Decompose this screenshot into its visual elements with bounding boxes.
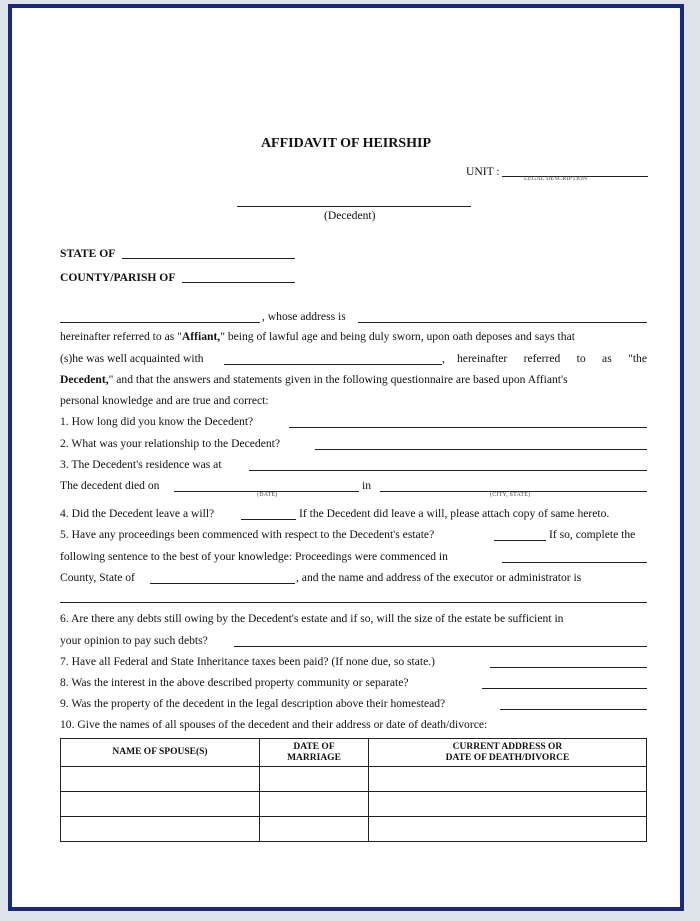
q5-answer-field[interactable] [494, 540, 546, 541]
personal-knowledge-text: personal knowledge and are true and correct: [60, 394, 269, 407]
decedent-sentence: Decedent," and that the answers and statements given in the following questionnaire are based upon Affiant's [60, 373, 568, 386]
hereinafter-text: hereinafter referred to as "the [457, 352, 647, 365]
county-state-text: County, State of [60, 571, 135, 584]
acquainted-field[interactable] [224, 364, 442, 365]
question-5-line-2: following sentence to the best of your knowledge: Proceedings were commenced in [60, 550, 448, 563]
question-1: 1. How long did you know the Decedent? [60, 415, 254, 428]
table-row [61, 817, 647, 842]
q2-answer-field[interactable] [315, 449, 647, 450]
in-text: in [362, 479, 372, 492]
question-4: 4. Did the Decedent leave a will? [60, 507, 215, 520]
unit-label: UNIT : [466, 165, 500, 178]
question-3: 3. The Decedent's residence was at [60, 458, 222, 471]
document-frame [8, 4, 684, 911]
table-row [61, 767, 647, 792]
question-10: 10. Give the names of all spouses of the decedent and their address or date of death/divorce: [60, 718, 488, 731]
county-label: COUNTY/PARISH OF [60, 271, 176, 284]
question-7: 7. Have all Federal and State Inheritance taxes been paid? (If none due, so state.) [60, 655, 436, 668]
header-date-of-marriage: DATE OF MARRIAGE [260, 739, 369, 767]
question-5: 5. Have any proceedings been commenced with respect to the Decedent's estate? [60, 528, 435, 541]
executor-text: , and the name and address of the executor or administrator is [296, 571, 582, 584]
date-caption: (DATE) [257, 492, 278, 498]
question-6-line-2: your opinion to pay such debts? [60, 634, 208, 647]
proceedings-state-field[interactable] [150, 583, 295, 584]
acquainted-text: (s)he was well acquainted with [60, 352, 204, 365]
affidavit-page [12, 8, 680, 907]
table-row [61, 792, 647, 817]
question-4-instructions: If the Decedent did leave a will, please attach copy of same hereto. [299, 507, 610, 520]
q4-answer-field[interactable] [241, 519, 296, 520]
died-on-text: The decedent died on [60, 479, 160, 492]
q8-answer-field[interactable] [482, 688, 647, 689]
marriage-date-cell[interactable] [260, 767, 369, 792]
header-name-of-spouse: NAME OF SPOUSE(S) [61, 739, 260, 767]
q1-answer-field[interactable] [289, 427, 647, 428]
whose-address-text: , whose address is [262, 310, 346, 323]
marriage-date-cell[interactable] [260, 792, 369, 817]
spouse-name-cell[interactable] [61, 767, 260, 792]
q9-answer-field[interactable] [500, 709, 647, 710]
affiant-address-field[interactable] [358, 322, 647, 323]
proceedings-location-field[interactable] [502, 562, 647, 563]
address-cell[interactable] [369, 792, 647, 817]
question-6: 6. Are there any debts still owing by the Decedent's estate and if so, will the size of the estate be sufficient in [60, 612, 564, 625]
question-8: 8. Was the interest in the above described property community or separate? [60, 676, 409, 689]
city-state-caption: (CITY, STATE) [490, 492, 531, 498]
spouse-name-cell[interactable] [61, 817, 260, 842]
question-5-if-so: If so, complete the [549, 528, 636, 541]
county-field[interactable] [182, 282, 295, 283]
document-title: AFFIDAVIT OF HEIRSHIP [260, 136, 432, 151]
marriage-date-cell[interactable] [260, 817, 369, 842]
spouse-table-header [61, 739, 647, 767]
decedent-caption: (Decedent) [324, 209, 376, 222]
state-label: STATE OF [60, 247, 116, 260]
header-current-address: CURRENT ADDRESS OR DATE OF DEATH/DIVORCE [369, 739, 647, 767]
executor-address-field[interactable] [60, 602, 647, 603]
legal-description-caption: LEGAL DESCRIPTION [524, 176, 588, 182]
q6-answer-field[interactable] [234, 646, 647, 647]
question-9: 9. Was the property of the decedent in the legal description above their homestead? [60, 697, 446, 710]
spouse-name-cell[interactable] [61, 792, 260, 817]
affiant-sentence: hereinafter referred to as "Affiant," being of lawful age and being duly sworn, upon oath deposes and says that [60, 330, 575, 343]
spouse-table [60, 738, 647, 842]
decedent-name-field[interactable] [237, 206, 471, 207]
q7-answer-field[interactable] [490, 667, 647, 668]
address-cell[interactable] [369, 767, 647, 792]
acquainted-comma: , [442, 352, 445, 365]
affiant-name-field[interactable] [60, 322, 260, 323]
question-2: 2. What was your relationship to the Decedent? [60, 437, 280, 450]
state-field[interactable] [122, 258, 295, 259]
address-cell[interactable] [369, 817, 647, 842]
q3-answer-field[interactable] [249, 470, 647, 471]
